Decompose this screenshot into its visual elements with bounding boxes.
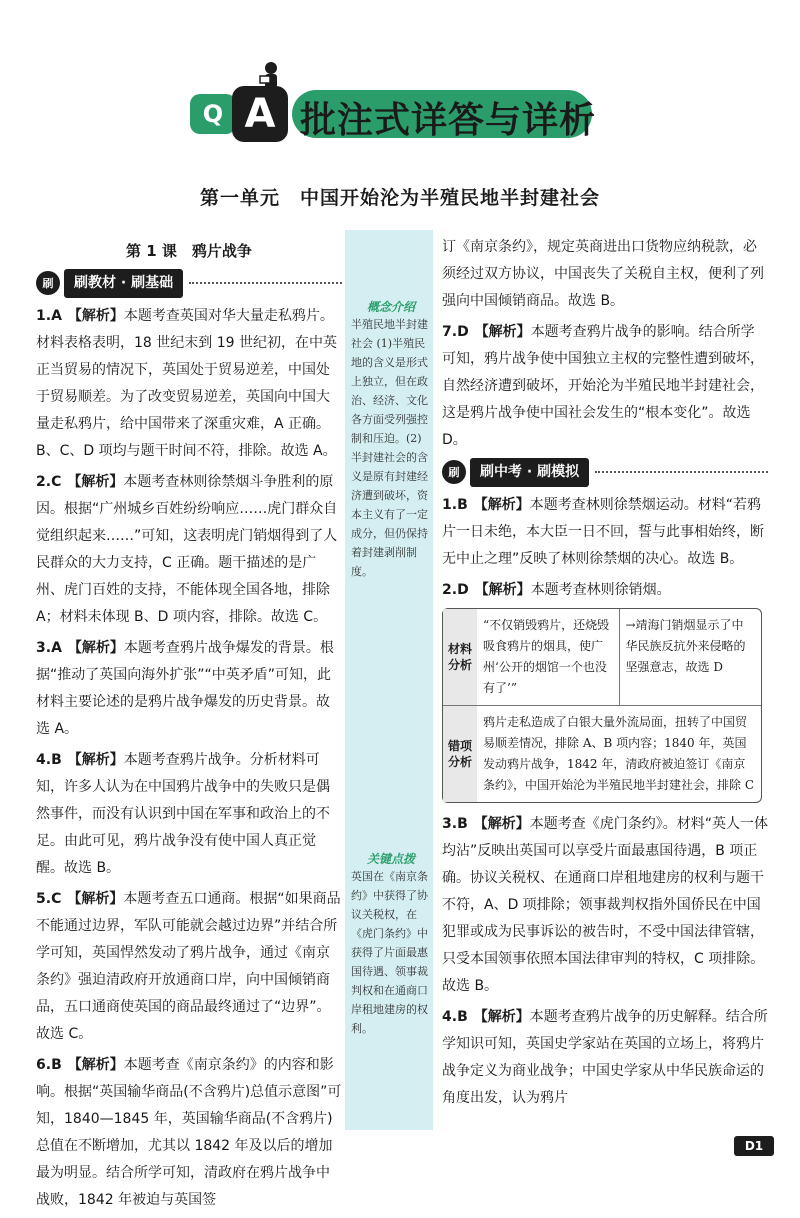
answer-letter: D [457,582,469,598]
material-quote: “不仅销毁鸦片，还烧毁吸食鸦片的烟具，使广州‘公开的烟馆一个也没有了’” [477,609,620,705]
annotation-column [345,230,433,1130]
a-badge: A [232,86,288,142]
question-number: 7. [442,324,458,340]
continued-text: 订《南京条约》，规定英商进出口货物应纳税款，必须经过双方协议，中国丧失了关税自主权，便利了列强向中国倾销商品。故选 B。 [442,239,764,309]
answer-letter: A [51,640,62,656]
analysis-table [442,608,762,803]
analysis-tag: 【解析】 [474,582,531,598]
analysis-text: 本题考查鸦片战争的历史解释。结合所学知识可知，英国史学家站在英国的立场上，将鸦片战争定义为商业战争；中国史学家从中华民族命运的角度出发，认为鸦片 [442,1009,768,1106]
right-column [442,234,768,1116]
answer-item [36,886,342,1048]
answer-list [36,303,342,1214]
analysis-text: 本题考查五口通商。根据“如果商品不能通过边界，军队可能就会越过边界”并结合所学可知，英国悍然发动了鸦片战争，通过《南京条约》强迫清政府开放通商口岸，向中国倾销商品，五口通商使英国的商品最终通过了“边界”。故选 C。 [36,891,341,1042]
analysis-tag: 【解析】 [67,474,124,490]
analysis-tag: 【解析】 [474,324,531,340]
answer-letter: B [457,816,468,832]
question-number: 1. [36,308,52,324]
section-label: 刷教材 · 刷基础 [64,269,183,298]
left-column [36,238,342,1218]
answer-item [442,1004,768,1112]
question-number: 2. [36,474,52,490]
analysis-text: 本题考查林则徐禁烟运动。材料“若鸦片一日未绝，本大臣一日不回，誓与此事相始终，断无中止之理”反映了林则徐禁烟的决心。故选 B。 [442,497,764,567]
answer-item [36,303,342,465]
section-header-exam [442,458,768,486]
question-number: 2. [442,582,458,598]
analysis-text: 本题考查鸦片战争爆发的背景。根据“推动了英国向海外扩张”“中英矛盾”可知，此材料主要论述的是鸦片战争爆发的历史背景。故选 A。 [36,640,334,737]
answer-list [442,811,768,1112]
analysis-text: 本题考查英国对华大量走私鸦片。材料表格表明，18 世纪末到 19 世纪初，在中英正当贸易的情况下，英国处于贸易逆差，中国处于贸易顺差。为了改变贸易逆差，英国向中国大量走私鸦片，给中国带来了深重灾难，A 正确。B、C、D 项均与题干时间不符，排除。故选 A。 [36,308,337,459]
section-header-textbook [36,269,342,297]
analysis-tag: 【解析】 [67,752,124,768]
key-note-text: 英国在《南京条约》中获得了协议关税权，在《虎门条约》中获得了片面最惠国待遇、领事裁判权和在通商口岸租地建房的权利。 [351,870,428,1035]
answer-item [442,319,768,454]
material-analysis-head: 材料分析 [443,609,477,705]
answer-letter: B [51,752,62,768]
answer-letter: C [51,891,62,907]
section-badge-icon: 刷 [442,460,466,484]
section-badge-icon: 刷 [36,271,60,295]
answer-item [36,1052,342,1214]
answer-letter: D [457,324,469,340]
section-divider [595,471,768,473]
analysis-tag: 【解析】 [473,497,530,513]
page-header [0,60,800,160]
answer-item [36,747,342,882]
answer-item [442,811,768,1000]
answer-letter: C [51,474,62,490]
question-number: 3. [442,816,458,832]
key-note [351,850,431,1038]
analysis-text: 本题考查林则徐销烟。 [530,582,671,598]
analysis-text: 本题考查鸦片战争。分析材料可知，许多人认为在中国鸦片战争中的失败只是偶然事件，而没有认识到中国在军事和政治上的不足。由此可见，鸦片战争没有使中国人真正觉醒。故选 B。 [36,752,330,876]
analysis-text: 本题考查鸦片战争的影响。结合所学可知，鸦片战争使中国独立主权的完整性遭到破坏，自然经济遭到破坏，开始沦为半殖民地半封建社会，这是鸦片战争使中国社会发生的“根本变化”。故选 D。 [442,324,764,448]
analysis-tag: 【解析】 [473,816,530,832]
section-divider [189,282,342,284]
answer-item [442,492,768,573]
answer-letter: A [51,308,62,324]
question-number: 5. [36,891,52,907]
analysis-tag: 【解析】 [473,1009,530,1025]
question-number: 6. [36,1057,52,1073]
wrong-option-row [443,706,761,802]
wrong-option-text: 鸦片走私造成了白银大量外流局面，扭转了中国贸易顺差情况，排除 A、B 项内容；1840 年，英国发动鸦片战争，1842 年，清政府被迫签订《南京条约》，中国开始沦为半殖民地半封建社会，排除 C [483,715,754,792]
concept-note [351,298,431,581]
question-number: 3. [36,640,52,656]
answer-letter: B [51,1057,62,1073]
analysis-tag: 【解析】 [67,1057,124,1073]
analysis-tag: 【解析】 [67,891,124,907]
page-number: D1 [734,1136,774,1156]
analysis-tag: 【解析】 [67,308,124,324]
key-note-title: 关键点拨 [366,852,415,866]
question-number: 1. [442,497,458,513]
concept-note-title: 概念介绍 [366,300,415,314]
answer-item [442,577,768,604]
answer-list [442,492,768,604]
answer-list [442,319,768,454]
q-badge: Q [190,94,236,134]
material-conclusion: →靖海门销烟显示了中华民族反抗外来侵略的坚强意志，故选 D [625,618,746,674]
unit-title: 第一单元 中国开始沦为半殖民地半封建社会 [199,187,600,209]
answer-letter: B [457,497,468,513]
concept-note-text: 半殖民地半封建社会 (1)半殖民地的含义是形式上独立，但在政治、经济、文化各方面受列强控制和压迫。(2)半封建社会的含义是原有封建经济遭到破坏，资本主义有了一定成分，但仍保持着封建剥削制度。 [351,318,428,578]
analysis-text: 本题考查林则徐禁烟斗争胜利的原因。根据“广州城乡百姓纷纷响应……虎门群众自觉组织起来……”可知，这表明虎门销烟得到了人民群众的大力支持，C 正确。题干描述的是广州、虎门百姓的支持，不能体现全国各地，排除 A；材料未体现 B、D 项内容，排除。故选 C。 [36,474,338,625]
question-number: 4. [36,752,52,768]
answer-item [36,635,342,743]
main-title: 批注式详答与详析 [300,100,597,141]
analysis-tag: 【解析】 [67,640,124,656]
answer-item [36,469,342,631]
analysis-text: 本题考查《南京条约》的内容和影响。根据“英国输华商品(不含鸦片)总值示意图”可知，1840—1845 年，英国输华商品(不含鸦片)总值在不断增加，尤其以 1842 年及以后的增加最为明显。结合所学可知，清政府在鸦片战争中战败，1842 年被迫与英国签 [36,1057,342,1208]
material-analysis-row [443,609,761,706]
question-number: 4. [442,1009,458,1025]
analysis-text: 本题考查《虎门条约》。材料“英人一体均沾”反映出英国可以享受片面最惠国待遇，B 项正确。协议关税权、在通商口岸租地建房的权利与题干不符，A、D 项排除；领事裁判权指外国侨民在中国犯罪或成为民事诉讼的被告时，不受中国法律管辖，只受本国领事依照本国法律审判的特权，C 项排除。故选 B。 [442,816,768,994]
lesson-title: 第 1 课 鸦片战争 [126,242,252,260]
wrong-option-head: 错项分析 [443,706,477,802]
section-label: 刷中考 · 刷模拟 [470,458,589,487]
answer-letter: B [457,1009,468,1025]
